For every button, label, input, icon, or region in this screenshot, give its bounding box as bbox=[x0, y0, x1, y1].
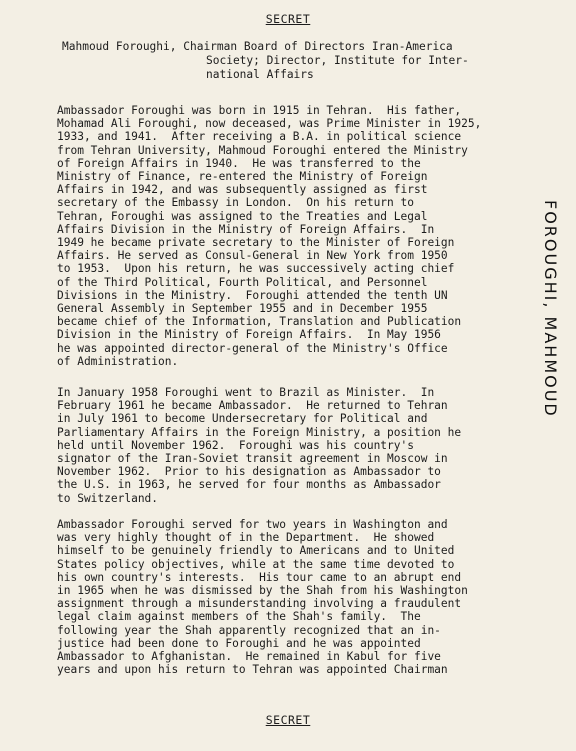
text-line: held until November 1962. Foroughi was his country's bbox=[57, 438, 414, 452]
handwritten-name-annotation: FOROUGHI, MAHMOUD bbox=[541, 200, 560, 418]
text-line: Ministry of Finance, re-entered the Ministry of Foreign bbox=[57, 170, 428, 184]
text-line: Division in the Ministry of Foreign Affairs. In May 1956 bbox=[57, 328, 441, 342]
paragraph-early-career bbox=[57, 104, 537, 368]
text-line: Mohamad Ali Foroughi, now deceased, was Prime Minister in 1925, bbox=[57, 117, 482, 131]
classification-top-label: SECRET bbox=[265, 12, 311, 26]
paragraph-washington-tour bbox=[57, 518, 537, 676]
text-line: of Administration. bbox=[57, 354, 179, 368]
text-line: secretary of the Embassy in London. On his return to bbox=[57, 196, 414, 210]
heading-line: national Affairs bbox=[206, 68, 314, 81]
text-line: November 1962. Prior to his designation as Ambassador to bbox=[57, 465, 441, 479]
subject-heading bbox=[62, 40, 532, 82]
text-line: Parliamentary Affairs in the Foreign Ministry, a position he bbox=[57, 425, 462, 439]
text-line: Affairs in 1942, and was subsequently assigned as first bbox=[57, 183, 428, 197]
text-line: Ambassador Foroughi was born in 1915 in Tehran. His father, bbox=[57, 104, 462, 117]
text-line: justice had been done to Foroughi and he was appointed bbox=[57, 636, 421, 650]
text-line: he was appointed director-general of the Ministry's Office bbox=[57, 341, 448, 355]
text-line: Tehran, Foroughi was assigned to the Treaties and Legal bbox=[57, 209, 428, 223]
text-line: of Foreign Affairs in 1940. He was transferred to the bbox=[57, 156, 421, 170]
classification-header bbox=[0, 12, 576, 26]
heading-line: Mahmoud Foroughi, Chairman Board of Directors Iran-America bbox=[62, 40, 453, 53]
text-line: in 1965 when he was dismissed by the Shah from his Washington bbox=[57, 584, 468, 598]
text-line: the U.S. in 1963, he served for four months as Ambassador bbox=[57, 478, 441, 492]
classification-footer bbox=[0, 713, 576, 727]
text-line: of the Third Political, Fourth Political, and Personnel bbox=[57, 275, 428, 289]
text-line: became chief of the Information, Translation and Publication bbox=[57, 315, 462, 329]
text-line: Affairs. He served as Consul-General in New York from 1950 bbox=[57, 249, 448, 263]
text-line: years and upon his return to Tehran was appointed Chairman bbox=[57, 663, 448, 677]
text-line: Divisions in the Ministry. Foroughi attended the tenth UN bbox=[57, 288, 448, 302]
text-line: In January 1958 Foroughi went to Brazil as Minister. In bbox=[57, 386, 435, 399]
text-line: States policy objectives, while at the same time devoted to bbox=[57, 557, 455, 571]
text-line: Ambassador Foroughi served for two years in Washington and bbox=[57, 518, 448, 531]
text-line: assignment through a misunderstanding involving a fraudulent bbox=[57, 597, 462, 611]
heading-line: Society; Director, Institute for Inter- bbox=[206, 54, 469, 67]
text-line: to Switzerland. bbox=[57, 491, 159, 505]
text-line: Affairs Division in the Ministry of Foreign Affairs. In bbox=[57, 222, 435, 236]
classification-bottom-label: SECRET bbox=[265, 713, 311, 727]
text-line: 1933, and 1941. After receiving a B.A. in political science bbox=[57, 130, 462, 144]
text-line: February 1961 he became Ambassador. He returned to Tehran bbox=[57, 399, 448, 413]
text-line: himself to be genuinely friendly to Americans and to United bbox=[57, 544, 455, 558]
text-line: General Assembly in September 1955 and in December 1955 bbox=[57, 302, 428, 316]
text-line: was very highly thought of in the Department. He showed bbox=[57, 531, 435, 545]
text-line: legal claim against members of the Shah's family. The bbox=[57, 610, 421, 624]
text-line: signator of the Iran-Soviet transit agreement in Moscow in bbox=[57, 452, 448, 466]
text-line: his own country's interests. His tour came to an abrupt end bbox=[57, 570, 462, 584]
text-line: 1949 he became private secretary to the Minister of Foreign bbox=[57, 236, 455, 250]
text-line: in July 1961 to become Undersecretary for Political and bbox=[57, 412, 428, 426]
text-line: following year the Shah apparently recognized that an in- bbox=[57, 623, 441, 637]
text-line: to 1953. Upon his return, he was successively acting chief bbox=[57, 262, 455, 276]
paragraph-ambassador-career bbox=[57, 386, 537, 505]
text-line: Ambassador to Afghanistan. He remained in Kabul for five bbox=[57, 650, 441, 664]
text-line: from Tehran University, Mahmoud Foroughi entered the Ministry bbox=[57, 143, 468, 157]
